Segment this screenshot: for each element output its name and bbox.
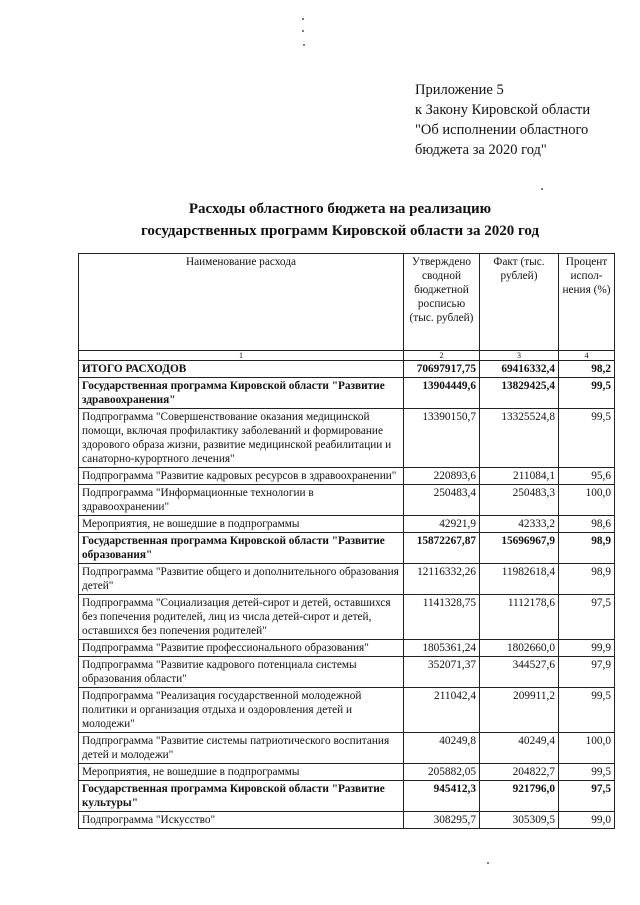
table-row (79, 361, 615, 378)
row-plan: 211042,4 (404, 688, 480, 733)
row-name: Подпрограмма "Развитие профессионального образования" (79, 640, 404, 657)
row-fact: 40249,4 (480, 733, 559, 764)
row-plan: 70697917,75 (404, 361, 480, 378)
row-name: Подпрограмма "Социализация детей-сирот и детей, оставшихся без попечения родителей, лиц из числа детей-сирот и детей, оставшихся без попечения родителей" (79, 595, 404, 640)
table-row (79, 657, 615, 688)
title-line: Расходы областного бюджета на реализацию (188, 201, 492, 217)
row-percent: 97,9 (559, 657, 615, 688)
table-row (79, 378, 615, 409)
table-row (79, 533, 615, 564)
scan-speck (303, 44, 305, 46)
row-percent: 100,0 (559, 485, 615, 516)
row-percent: 98,6 (559, 516, 615, 533)
row-name: Государственная программа Кировской области "Развитие здравоохранения" (79, 378, 404, 409)
row-name: Подпрограмма "Развитие общего и дополнительного образования детей" (79, 564, 404, 595)
column-number: 4 (559, 351, 615, 361)
row-fact: 69416332,4 (480, 361, 559, 378)
row-plan: 220893,6 (404, 468, 480, 485)
table-header (79, 254, 615, 361)
row-name: Подпрограмма "Искусство" (79, 812, 404, 829)
annex-line: бюджета за 2020 год" (415, 142, 547, 158)
table-row (79, 485, 615, 516)
table-row (79, 564, 615, 595)
table-row (79, 409, 615, 468)
table-row (79, 733, 615, 764)
header-plan: Утверждено сводной бюджетной росписью (тыс. рублей) (404, 254, 480, 351)
table-row (79, 812, 615, 829)
row-name: Подпрограмма "Совершенствование оказания медицинской помощи, включая профилактику заболеваний и формирование здорового образа жизни, развитие медицинской реабилитации и санаторно-курортного лечения" (79, 409, 404, 468)
header-pct: Процент испол-нения (%) (559, 254, 615, 351)
row-name: Подпрограмма "Реализация государственной молодежной политики и организация отдыха и оздоровления детей и молодежи" (79, 688, 404, 733)
row-fact: 11982618,4 (480, 564, 559, 595)
row-plan: 1805361,24 (404, 640, 480, 657)
row-name: Подпрограмма "Развитие кадрового потенциала системы образования области" (79, 657, 404, 688)
row-fact: 344527,6 (480, 657, 559, 688)
annex-line: к Закону Кировской области (415, 102, 591, 118)
row-percent: 99,9 (559, 640, 615, 657)
row-name: Мероприятия, не вошедшие в подпрограммы (79, 764, 404, 781)
table-body (79, 361, 615, 829)
row-percent: 99,0 (559, 812, 615, 829)
row-fact: 1802660,0 (480, 640, 559, 657)
column-number-row (79, 351, 615, 361)
row-plan: 12116332,26 (404, 564, 480, 595)
row-fact: 13325524,8 (480, 409, 559, 468)
row-plan: 308295,7 (404, 812, 480, 829)
row-percent: 97,5 (559, 595, 615, 640)
scan-speck (541, 188, 543, 190)
annex-line: "Об исполнении областного (415, 122, 589, 138)
row-percent: 99,5 (559, 688, 615, 733)
row-plan: 1141328,75 (404, 595, 480, 640)
row-plan: 40249,8 (404, 733, 480, 764)
annex-block (415, 80, 625, 160)
row-fact: 1112178,6 (480, 595, 559, 640)
row-fact: 209911,2 (480, 688, 559, 733)
row-plan: 250483,4 (404, 485, 480, 516)
row-name: Подпрограмма "Развитие системы патриотического воспитания детей и молодежи" (79, 733, 404, 764)
column-number: 1 (79, 351, 404, 361)
row-fact: 13829425,4 (480, 378, 559, 409)
row-percent: 100,0 (559, 733, 615, 764)
table-row (79, 781, 615, 812)
row-name: Подпрограмма "Информационные технологии в здравоохранении" (79, 485, 404, 516)
document-title (60, 198, 620, 242)
row-fact: 42333,2 (480, 516, 559, 533)
table-row (79, 516, 615, 533)
scan-speck (302, 18, 304, 20)
annex-line: Приложение 5 (415, 82, 504, 98)
column-number: 2 (404, 351, 480, 361)
row-fact: 15696967,9 (480, 533, 559, 564)
row-fact: 305309,5 (480, 812, 559, 829)
row-name: ИТОГО РАСХОДОВ (79, 361, 404, 378)
table-row (79, 688, 615, 733)
row-fact: 204822,7 (480, 764, 559, 781)
row-percent: 99,5 (559, 409, 615, 468)
budget-table (78, 253, 615, 829)
header-name: Наименование расхода (79, 254, 404, 351)
row-plan: 15872267,87 (404, 533, 480, 564)
row-percent: 98,9 (559, 564, 615, 595)
column-number: 3 (480, 351, 559, 361)
scan-speck (302, 30, 304, 32)
row-plan: 352071,37 (404, 657, 480, 688)
row-plan: 42921,9 (404, 516, 480, 533)
scan-speck (487, 862, 489, 864)
table-row (79, 640, 615, 657)
row-name: Государственная программа Кировской области "Развитие образования" (79, 533, 404, 564)
header-row (79, 254, 615, 351)
title-line: государственных программ Кировской области за 2020 год (140, 223, 540, 239)
table-row (79, 468, 615, 485)
row-plan: 13390150,7 (404, 409, 480, 468)
row-fact: 211084,1 (480, 468, 559, 485)
row-percent: 99,5 (559, 764, 615, 781)
table-row (79, 595, 615, 640)
row-percent: 98,2 (559, 361, 615, 378)
row-percent: 98,9 (559, 533, 615, 564)
row-name: Государственная программа Кировской области "Развитие культуры" (79, 781, 404, 812)
table-row (79, 764, 615, 781)
row-fact: 250483,3 (480, 485, 559, 516)
header-fact: Факт (тыс. рублей) (480, 254, 559, 351)
row-plan: 13904449,6 (404, 378, 480, 409)
row-fact: 921796,0 (480, 781, 559, 812)
row-name: Мероприятия, не вошедшие в подпрограммы (79, 516, 404, 533)
row-plan: 945412,3 (404, 781, 480, 812)
row-name: Подпрограмма "Развитие кадровых ресурсов в здравоохранении" (79, 468, 404, 485)
row-percent: 97,5 (559, 781, 615, 812)
row-plan: 205882,05 (404, 764, 480, 781)
row-percent: 95,6 (559, 468, 615, 485)
row-percent: 99,5 (559, 378, 615, 409)
